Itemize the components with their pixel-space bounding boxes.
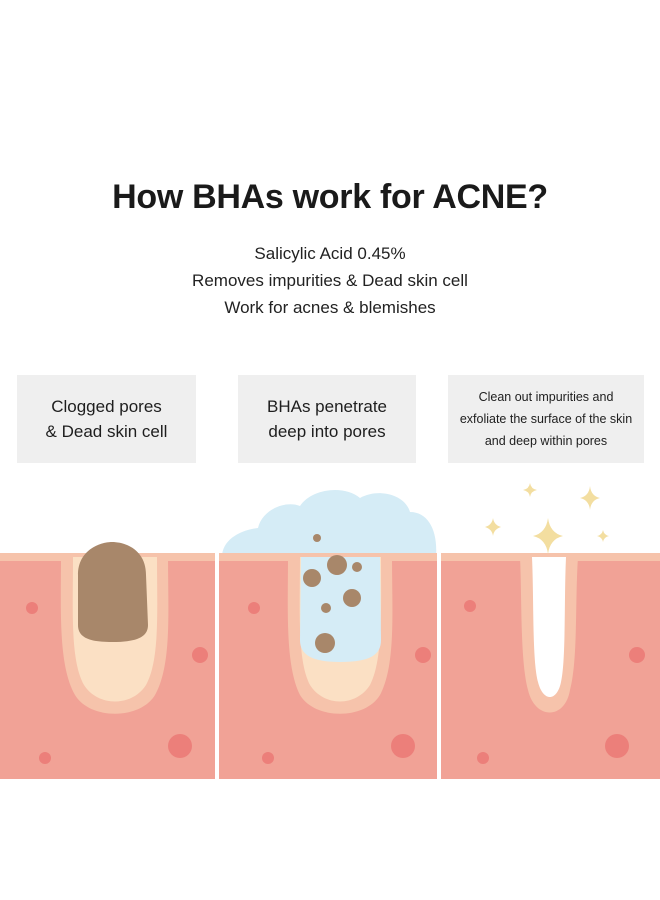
sparkle-icon bbox=[533, 518, 563, 554]
step-label-clean bbox=[448, 375, 644, 463]
skin-spot bbox=[415, 647, 431, 663]
panel-clean-pore bbox=[441, 483, 660, 779]
skin-diagram bbox=[0, 470, 660, 790]
sparkle-icon bbox=[597, 530, 609, 542]
panel-divider bbox=[437, 520, 441, 782]
skin-spot bbox=[391, 734, 415, 758]
skin-spot bbox=[168, 734, 192, 758]
skin-spot bbox=[248, 602, 260, 614]
panel-divider bbox=[215, 520, 219, 782]
clean-pore-cavity bbox=[532, 557, 566, 697]
impurity-particle bbox=[313, 534, 321, 542]
skin-spot bbox=[629, 647, 645, 663]
subtitle-line-works-for: Work for acnes & blemishes bbox=[224, 298, 436, 317]
panel-bha-penetrate bbox=[219, 490, 437, 779]
page-title: How BHAs work for ACNE? bbox=[112, 178, 548, 216]
impurity-particle bbox=[321, 603, 331, 613]
sparkle-icon bbox=[580, 486, 600, 510]
subtitle-line-removes: Removes impurities & Dead skin cell bbox=[192, 271, 468, 290]
impurity-particle bbox=[343, 589, 361, 607]
skin-spot bbox=[605, 734, 629, 758]
step-label-clogged bbox=[17, 375, 196, 463]
sparkle-icon bbox=[523, 483, 537, 497]
subtitle-line-active-ingredient: Salicylic Acid 0.45% bbox=[254, 244, 406, 263]
impurity-particle bbox=[327, 555, 347, 575]
impurity-particle bbox=[303, 569, 321, 587]
impurity-particle bbox=[352, 562, 362, 572]
skin-spot bbox=[464, 600, 476, 612]
step-label-penetrate bbox=[238, 375, 416, 463]
skin-spot bbox=[477, 752, 489, 764]
panel-clogged-pore bbox=[0, 542, 215, 779]
step-label-clogged-text: Clogged pores & Dead skin cell bbox=[45, 397, 168, 441]
impurity-particle bbox=[315, 633, 335, 653]
sparkle-icon bbox=[485, 518, 501, 536]
step-label-clean-text: Clean out impurities and exfoliate the surface of the skin and deep within pores bbox=[459, 390, 633, 448]
subtitle-block bbox=[0, 240, 660, 321]
skin-spot bbox=[26, 602, 38, 614]
skin-spot bbox=[39, 752, 51, 764]
bha-foam-cloud bbox=[222, 490, 436, 557]
skin-spot bbox=[262, 752, 274, 764]
step-label-penetrate-text: BHAs penetrate deep into pores bbox=[266, 397, 387, 441]
sebum-plug bbox=[78, 542, 148, 642]
skin-spot bbox=[192, 647, 208, 663]
